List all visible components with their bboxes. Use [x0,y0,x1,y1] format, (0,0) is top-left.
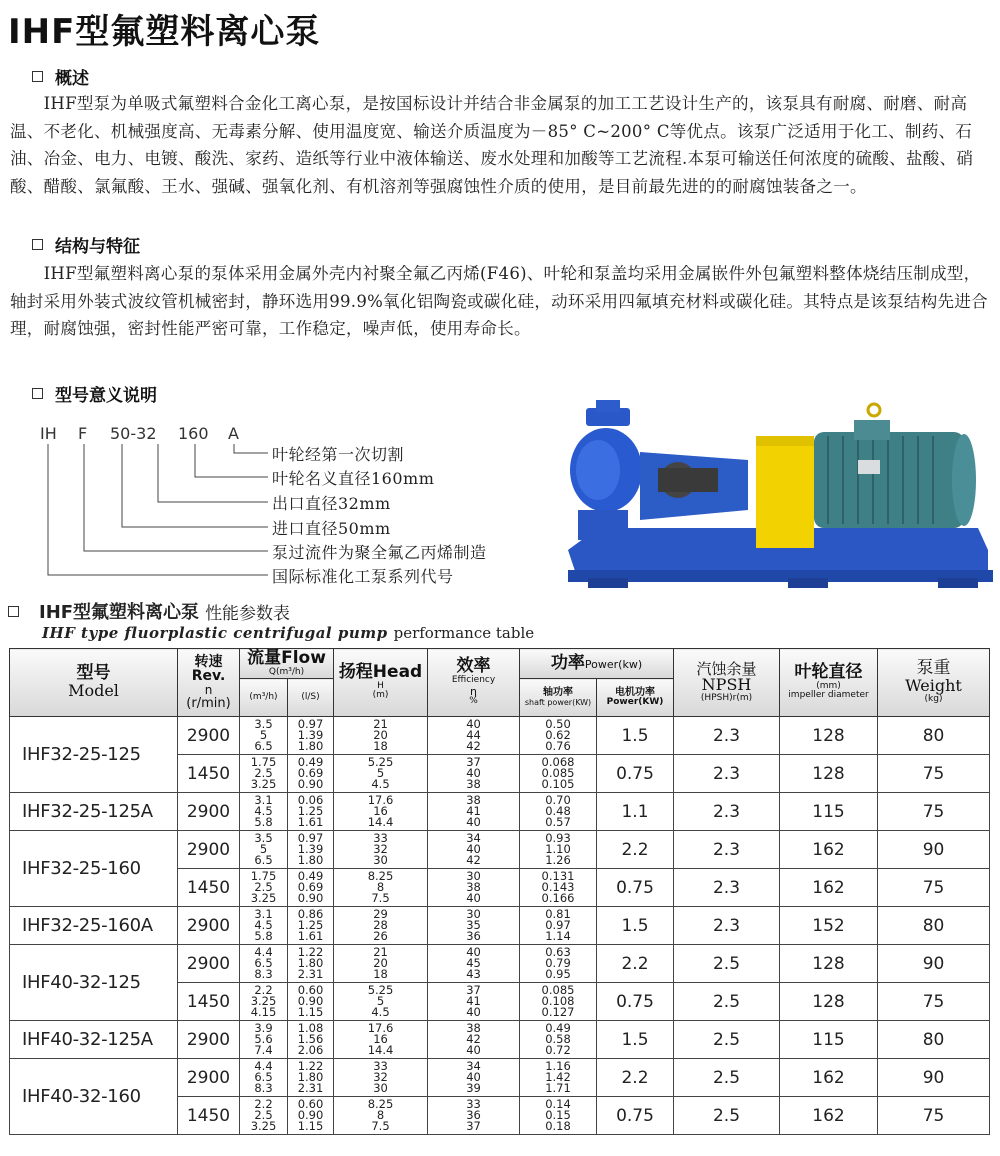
motor-power-cell: 1.5 [597,717,674,755]
header-motor-power [597,679,674,717]
weight-cell: 75 [878,1097,990,1135]
efficiency-cell: 34 40 42 [428,831,520,869]
legend-outlet: 出口直径32mm [272,494,391,513]
header-model-en: Model [68,681,119,701]
shaft-power-cell: 0.131 0.143 0.166 [520,869,597,907]
npsh-cell: 2.5 [674,1021,780,1059]
header-weight [878,649,990,717]
header-rev [178,649,240,717]
header-eff-cn: 效率 [456,656,491,677]
rev-cell: 2900 [178,945,240,983]
shaft-power-cell: 0.63 0.79 0.95 [520,945,597,983]
structure-heading [32,232,140,257]
rev-cell: 2900 [178,1021,240,1059]
checkbox-square-icon [8,606,19,617]
model-cell: IHF40-32-160 [10,1059,178,1135]
code-part-inlet-outlet: 50-32 [110,424,157,443]
motor-power-cell: 0.75 [597,983,674,1021]
header-flow-m3h: (m³/h) [240,679,288,717]
flow-m3h-cell: 3.5 5 6.5 [240,717,288,755]
flow-ls-cell: 1.08 1.56 2.06 [288,1021,334,1059]
header-motor-cn: 电机功率 [615,686,656,698]
legend-series: 国际标准化工泵系列代号 [272,567,454,586]
performance-subtitle-en: IHF type fluorplastic centrifugal pump [42,624,388,642]
impeller-cell: 128 [780,945,878,983]
efficiency-cell: 30 35 36 [428,907,520,945]
impeller-cell: 162 [780,1097,878,1135]
flow-m3h-cell: 4.4 6.5 8.3 [240,945,288,983]
impeller-cell: 128 [780,983,878,1021]
header-head [334,649,428,717]
head-cell: 33 32 30 [334,831,428,869]
npsh-cell: 2.3 [674,831,780,869]
shaft-power-cell: 0.93 1.10 1.26 [520,831,597,869]
rev-cell: 2900 [178,793,240,831]
flow-m3h-cell: 2.2 3.25 4.15 [240,983,288,1021]
rev-cell: 2900 [178,831,240,869]
checkbox-square-icon [32,239,43,250]
checkbox-square-icon [32,388,43,399]
rev-cell: 1450 [178,983,240,1021]
header-power [520,649,674,679]
shaft-power-cell: 0.068 0.085 0.105 [520,755,597,793]
code-part-ih: IH [40,424,57,443]
npsh-cell: 2.3 [674,869,780,907]
motor-power-cell: 2.2 [597,945,674,983]
header-npsh-unit: (HPSH)r(m) [700,693,753,704]
header-power-cn: 功率 [550,652,585,673]
efficiency-cell: 30 38 40 [428,869,520,907]
motor-power-cell: 0.75 [597,755,674,793]
header-rev-unit: (r/min) [186,695,231,711]
motor-power-cell: 0.75 [597,869,674,907]
head-cell: 17.6 16 14.4 [334,793,428,831]
motor-power-cell: 1.1 [597,793,674,831]
npsh-cell: 2.5 [674,1097,780,1135]
impeller-cell: 162 [780,831,878,869]
motor-power-cell: 1.5 [597,907,674,945]
table-row [10,945,990,983]
flow-m3h-cell: 1.75 2.5 3.25 [240,869,288,907]
performance-subtitle [42,624,534,642]
overview-heading [32,64,89,89]
header-npsh-cn: 汽蚀余量 [696,659,757,678]
performance-heading-suffix: 性能参数表 [205,603,291,624]
code-part-impeller: 160 [178,424,209,443]
header-impeller [780,649,878,717]
model-cell: IHF32-25-125 [10,717,178,793]
head-cell: 21 20 18 [334,717,428,755]
code-part-cut: A [228,424,239,443]
rev-cell: 2900 [178,907,240,945]
head-cell: 8.25 8 7.5 [334,869,428,907]
head-cell: 17.6 16 14.4 [334,1021,428,1059]
npsh-cell: 2.3 [674,717,780,755]
efficiency-cell: 34 40 39 [428,1059,520,1097]
table-row [10,717,990,755]
head-cell: 8.25 8 7.5 [334,1097,428,1135]
header-eff-unit: % [469,696,478,707]
flow-ls-cell: 1.22 1.80 2.31 [288,1059,334,1097]
model-cell: IHF32-25-160 [10,831,178,907]
npsh-cell: 2.3 [674,907,780,945]
pump-photo [558,400,998,595]
header-flow-ls: (l/S) [288,679,334,717]
legend-impeller: 叶轮名义直径160mm [272,469,435,488]
efficiency-cell: 40 45 43 [428,945,520,983]
impeller-cell: 162 [780,869,878,907]
flow-ls-cell: 0.60 0.90 1.15 [288,983,334,1021]
npsh-cell: 2.5 [674,1059,780,1097]
performance-heading-text: IHF型氟塑料离心泵 [39,602,200,623]
weight-cell: 90 [878,1059,990,1097]
rev-cell: 2900 [178,717,240,755]
flow-m3h-cell: 1.75 2.5 3.25 [240,755,288,793]
weight-cell: 80 [878,717,990,755]
flow-ls-cell: 0.49 0.69 0.90 [288,869,334,907]
structure-heading-text: 结构与特征 [55,237,140,257]
motor-power-cell: 1.5 [597,1021,674,1059]
shaft-power-cell: 0.085 0.108 0.127 [520,983,597,1021]
flow-ls-cell: 0.97 1.39 1.80 [288,831,334,869]
impeller-cell: 152 [780,907,878,945]
weight-cell: 90 [878,831,990,869]
header-wt-en: Weight [905,676,962,696]
efficiency-cell: 37 41 40 [428,983,520,1021]
npsh-cell: 2.3 [674,755,780,793]
shaft-power-cell: 0.70 0.48 0.57 [520,793,597,831]
weight-cell: 75 [878,793,990,831]
flow-m3h-cell: 3.9 5.6 7.4 [240,1021,288,1059]
npsh-cell: 2.5 [674,945,780,983]
efficiency-cell: 33 36 37 [428,1097,520,1135]
head-cell: 21 20 18 [334,945,428,983]
impeller-cell: 162 [780,1059,878,1097]
header-head-cn: 扬程Head [338,662,423,683]
performance-subtitle-suffix: performance table [393,624,535,642]
head-cell: 5.25 5 4.5 [334,983,428,1021]
impeller-cell: 115 [780,1021,878,1059]
rev-cell: 1450 [178,755,240,793]
header-motor-en: Power(KW) [606,697,664,708]
header-shaft-cn: 轴功率 [543,687,574,699]
header-wt-cn: 泵重 [916,658,951,679]
header-head-sym: H [377,680,384,691]
impeller-cell: 128 [780,755,878,793]
header-rev-sym: n [204,683,213,698]
flow-m3h-cell: 4.4 6.5 8.3 [240,1059,288,1097]
table-row [10,793,990,831]
header-imp-en: impeller diameter [788,690,869,701]
model-cell: IHF40-32-125 [10,945,178,1021]
table-row [10,1021,990,1059]
model-cell: IHF32-25-125A [10,793,178,831]
shaft-power-cell: 0.81 0.97 1.14 [520,907,597,945]
efficiency-cell: 38 41 40 [428,793,520,831]
header-shaft-en: shaft power(KW) [524,697,592,707]
performance-table-body [10,717,990,1135]
head-cell: 33 32 30 [334,1059,428,1097]
header-wt-unit: (kg) [924,694,943,705]
flow-m3h-cell: 3.5 5 6.5 [240,831,288,869]
header-eff-sym: η [470,684,477,698]
model-meaning-heading-text: 型号意义说明 [55,386,157,406]
model-meaning-heading [32,381,157,406]
header-eff-en: Efficiency [451,675,496,686]
efficiency-cell: 38 42 40 [428,1021,520,1059]
weight-cell: 75 [878,869,990,907]
weight-cell: 80 [878,1021,990,1059]
header-model-cn: 型号 [76,663,111,684]
performance-table [9,648,990,1135]
table-row [10,907,990,945]
impeller-cell: 115 [780,793,878,831]
header-flow-cn: 流量Flow [247,647,326,668]
flow-ls-cell: 1.22 1.80 2.31 [288,945,334,983]
weight-cell: 90 [878,945,990,983]
table-row [10,831,990,869]
impeller-cell: 128 [780,717,878,755]
weight-cell: 75 [878,983,990,1021]
header-flow [240,649,334,679]
shaft-power-cell: 0.49 0.58 0.72 [520,1021,597,1059]
npsh-cell: 2.3 [674,793,780,831]
header-efficiency [428,649,520,717]
header-npsh [674,649,780,717]
motor-power-cell: 2.2 [597,831,674,869]
motor-power-cell: 0.75 [597,1097,674,1135]
code-part-f: F [78,424,88,443]
header-power-en: Power(kw) [584,657,643,671]
head-cell: 5.25 5 4.5 [334,755,428,793]
flow-m3h-cell: 3.1 4.5 5.8 [240,907,288,945]
overview-paragraph: IHF型泵为单吸式氟塑料合金化工离心泵，是按国标设计并结合非金属泵的加工工艺设计生产的，该泵具有耐腐、耐磨、耐高温、不老化、机械强度高、无毒素分解、使用温度宽、输送介质温度为－85° C~200° C等优点。该泵广泛适用于化工、制药、石油、冶金、电力、电镀、酸洗、家药、造纸等行业中液体输送、废水处理和加酸等工艺流程.本泵可输送任何浓度的硫酸、盐酸、硝酸、醋酸、氯氟酸、王水、强碱、强氧化剂、有机溶剂等强腐蚀性介质的使用，是目前最先进的的耐腐蚀装备之一。 [10,94,974,196]
head-cell: 29 28 26 [334,907,428,945]
rev-cell: 1450 [178,1097,240,1135]
checkbox-square-icon [32,71,43,82]
table-row [10,1059,990,1097]
model-cell: IHF40-32-125A [10,1021,178,1059]
performance-heading [8,598,290,624]
header-imp-unit: (mm) [816,680,841,691]
header-head-unit: (m) [372,690,389,701]
flow-ls-cell: 0.86 1.25 1.61 [288,907,334,945]
shaft-power-cell: 1.16 1.42 1.71 [520,1059,597,1097]
flow-ls-cell: 0.06 1.25 1.61 [288,793,334,831]
flow-ls-cell: 0.60 0.90 1.15 [288,1097,334,1135]
header-npsh-en: NPSH [701,675,752,695]
header-flow-sym: Q(m³/h) [268,666,305,677]
header-shaft-power [520,679,597,717]
legend-inlet: 进口直径50mm [272,519,391,538]
model-cell: IHF32-25-160A [10,907,178,945]
header-rev-cn: 转速Rev. [191,653,226,685]
shaft-power-cell: 0.14 0.15 0.18 [520,1097,597,1135]
flow-ls-cell: 0.97 1.39 1.80 [288,717,334,755]
motor-power-cell: 2.2 [597,1059,674,1097]
structure-paragraph: IHF型氟塑料离心泵的泵体采用金属外壳内衬聚全氟乙丙烯(F46)、叶轮和泵盖均采用金属嵌件外包氟塑料整体烧结压制成型，轴封采用外装式波纹管机械密封，静环选用99.9%氧化铝陶瓷或碳化硅，动环采用四氟填充材料或碳化硅。其特点是该泵结构先进合理，耐腐蚀强，密封性能严密可靠，工作稳定，噪声低，使用寿命长。 [10,264,988,338]
weight-cell: 80 [878,907,990,945]
overview-heading-text: 概述 [55,69,89,89]
flow-m3h-cell: 3.1 4.5 5.8 [240,793,288,831]
flow-m3h-cell: 2.2 2.5 3.25 [240,1097,288,1135]
npsh-cell: 2.5 [674,983,780,1021]
rev-cell: 1450 [178,869,240,907]
header-imp-cn: 叶轮直径 [794,662,863,683]
header-model [10,649,178,717]
efficiency-cell: 37 40 38 [428,755,520,793]
weight-cell: 75 [878,755,990,793]
rev-cell: 2900 [178,1059,240,1097]
page-title: IHF型氟塑料离心泵 [8,12,321,52]
shaft-power-cell: 0.50 0.62 0.76 [520,717,597,755]
flow-ls-cell: 0.49 0.69 0.90 [288,755,334,793]
efficiency-cell: 40 44 42 [428,717,520,755]
legend-cut: 叶轮经第一次切割 [272,445,405,464]
legend-material: 泵过流件为聚全氟乙丙烯制造 [272,543,487,562]
